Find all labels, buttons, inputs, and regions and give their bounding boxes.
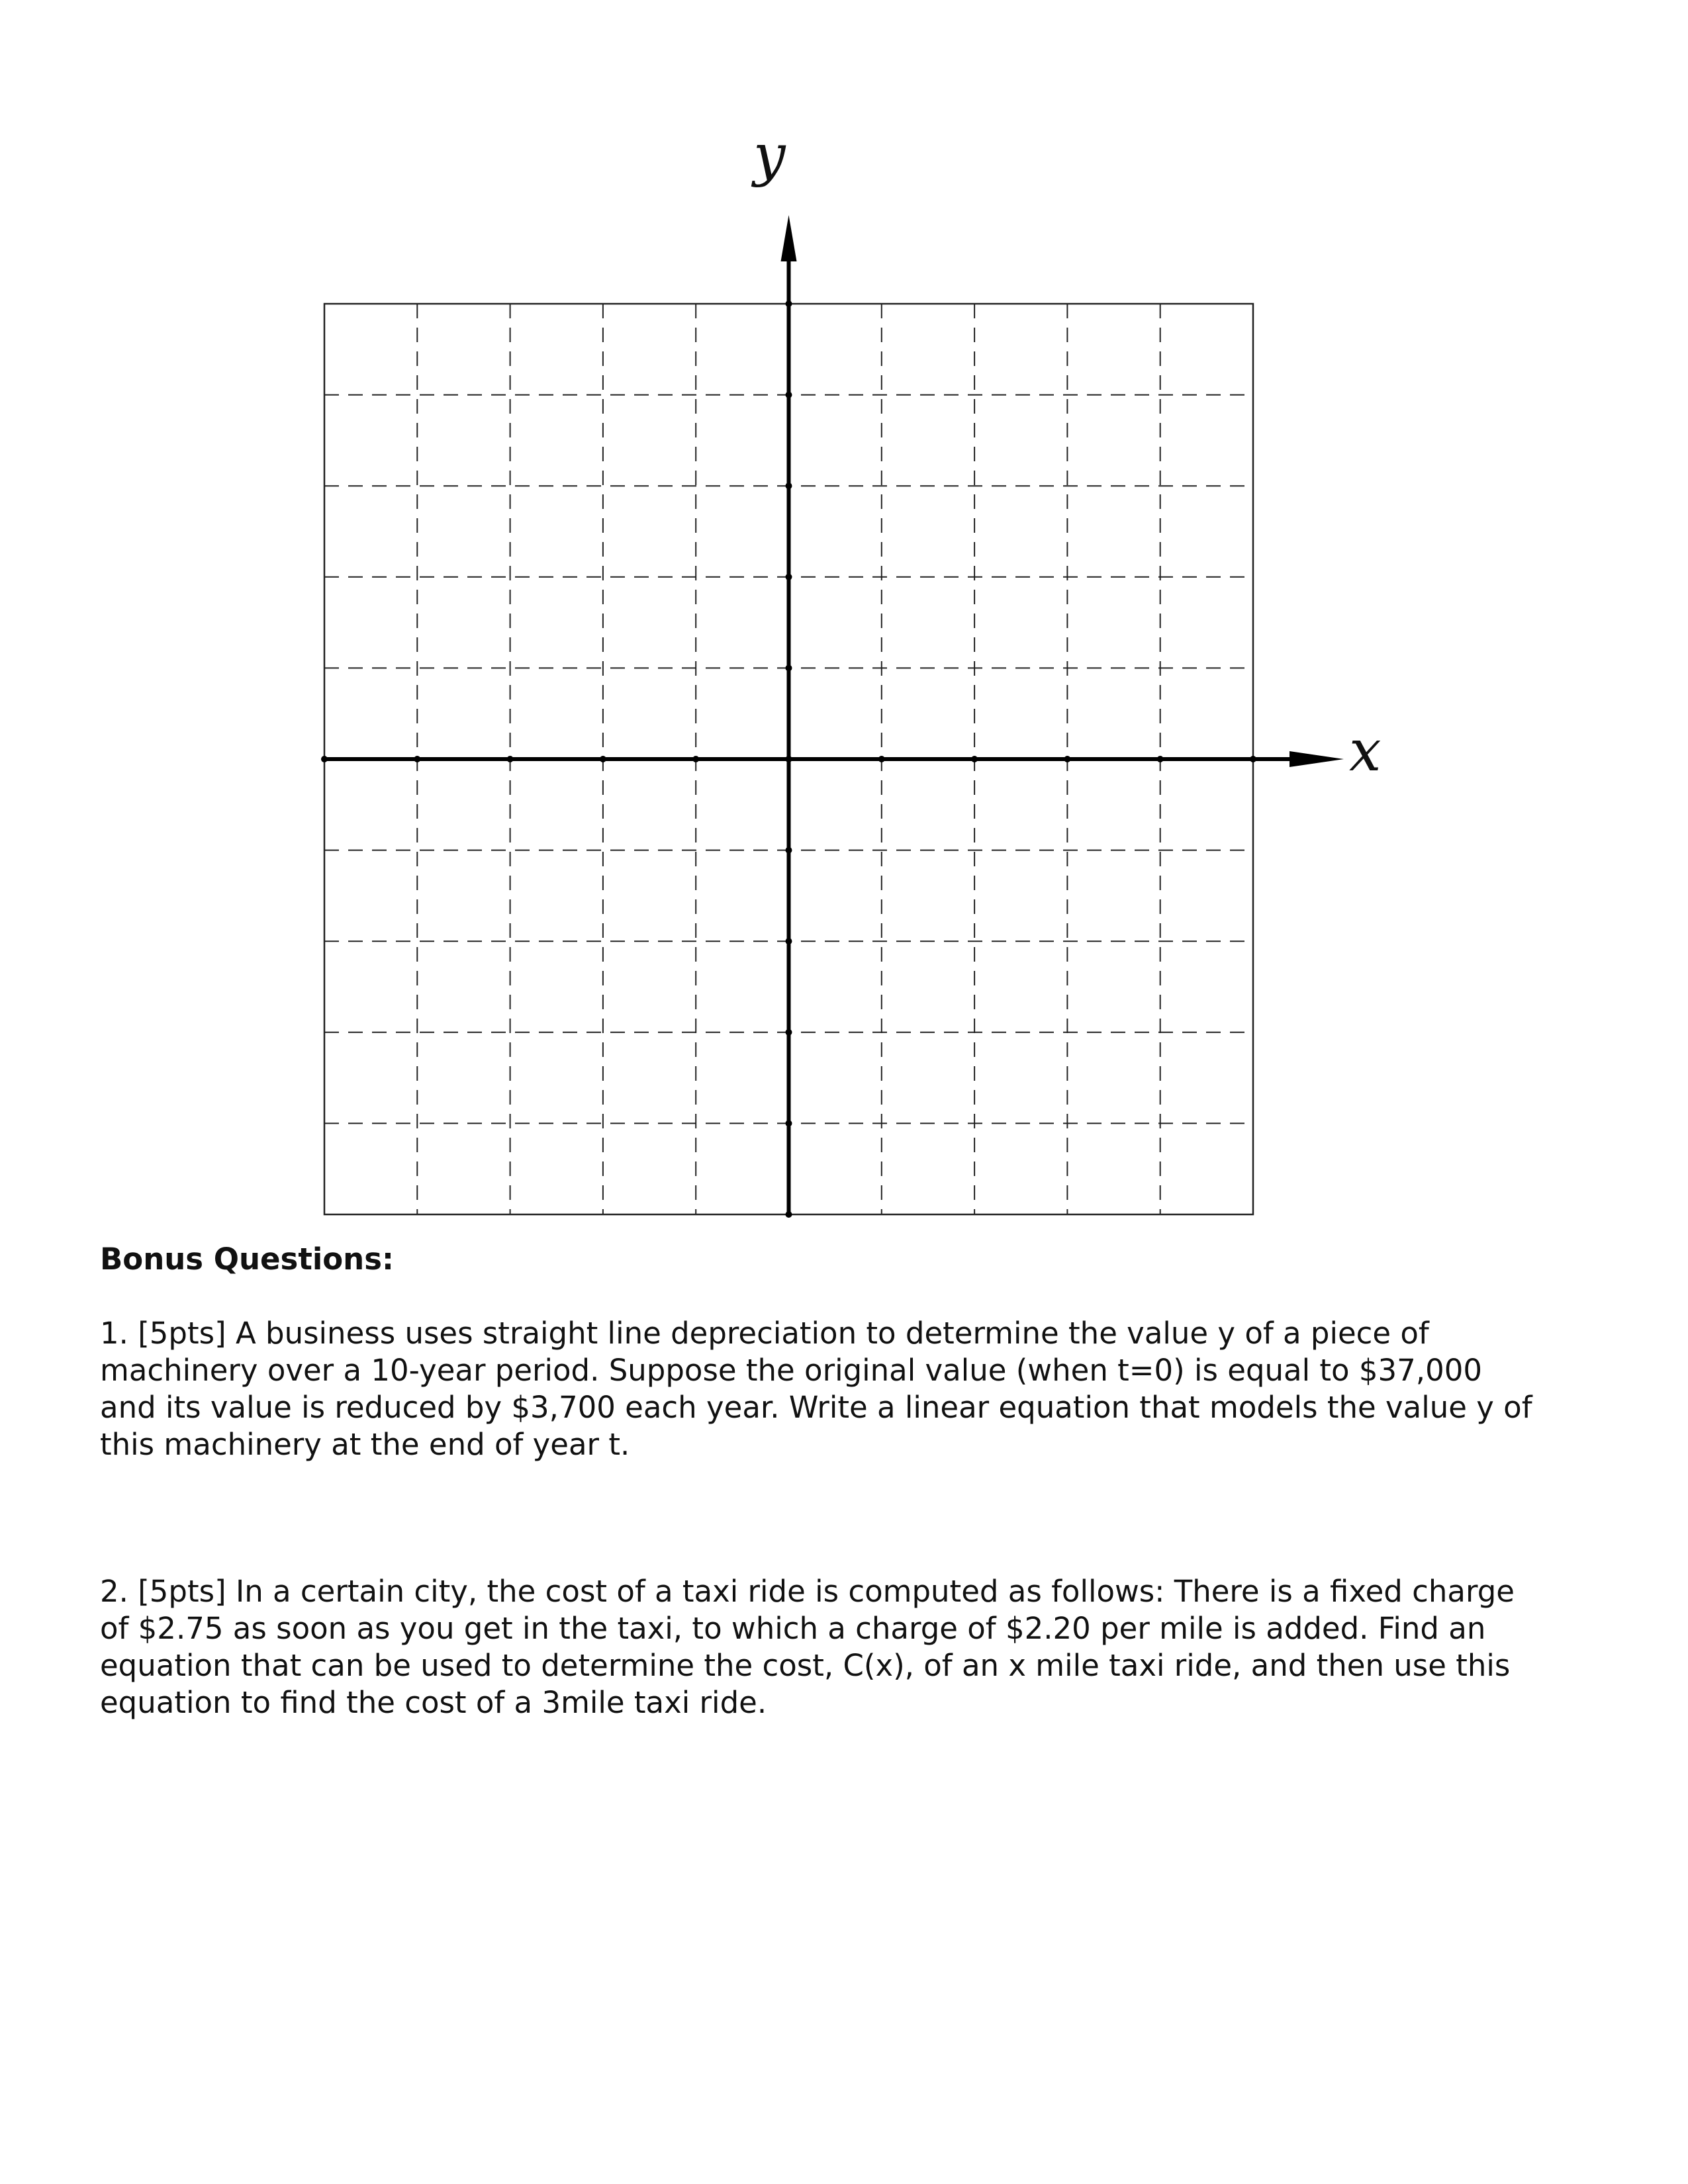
x-axis-arrow-icon xyxy=(1289,751,1344,767)
question-2 xyxy=(100,1573,1515,1721)
question-2-line: of $2.75 as soon as you get in the taxi, to which a charge of $2.20 per mile is added. Find an xyxy=(100,1611,1486,1646)
question-2-line: 2. [5pts] In a certain city, the cost of a taxi ride is computed as follows: There is a fixed charge xyxy=(100,1574,1515,1609)
x-axis-tick xyxy=(1064,756,1070,762)
x-axis-tick xyxy=(1157,756,1164,762)
x-axis-tick xyxy=(600,756,606,762)
x-axis-tick xyxy=(414,756,420,762)
y-axis-tick xyxy=(786,664,792,671)
x-axis-tick xyxy=(321,756,328,762)
question-2-line: equation that can be used to determine the cost, C(x), of an x mile taxi ride, and then use this xyxy=(100,1648,1511,1683)
x-axis-tick xyxy=(507,756,514,762)
question-2-line: equation to find the cost of a 3mile taxi ride. xyxy=(100,1685,767,1720)
y-axis-tick xyxy=(786,1029,792,1036)
y-axis-tick xyxy=(786,300,792,307)
y-axis-tick xyxy=(786,574,792,580)
y-axis-tick xyxy=(786,1120,792,1126)
y-axis-tick xyxy=(786,1211,792,1218)
bonus-heading: Bonus Questions: xyxy=(100,1242,395,1277)
x-axis-label: x xyxy=(1349,718,1382,784)
y-axis-tick xyxy=(786,847,792,854)
x-axis-tick xyxy=(1250,756,1256,762)
x-axis-tick xyxy=(692,756,699,762)
y-axis-tick xyxy=(786,482,792,489)
y-axis-tick xyxy=(786,938,792,944)
question-1-line: and its value is reduced by $3,700 each year. Write a linear equation that models the value y of xyxy=(100,1390,1532,1425)
question-1-line: 1. [5pts] A business uses straight line depreciation to determine the value y of a piece of xyxy=(100,1316,1429,1351)
x-axis-tick xyxy=(878,756,885,762)
y-axis-tick xyxy=(786,756,792,762)
x-axis-tick xyxy=(971,756,978,762)
question-1-line: this machinery at the end of year t. xyxy=(100,1427,630,1462)
y-axis-label: y xyxy=(753,122,786,189)
y-axis-arrow-icon xyxy=(781,215,797,261)
question-1-line: machinery over a 10-year period. Suppose the original value (when t=0) is equal to $37,000 xyxy=(100,1353,1482,1388)
question-1 xyxy=(100,1315,1532,1463)
y-axis-tick xyxy=(786,392,792,398)
